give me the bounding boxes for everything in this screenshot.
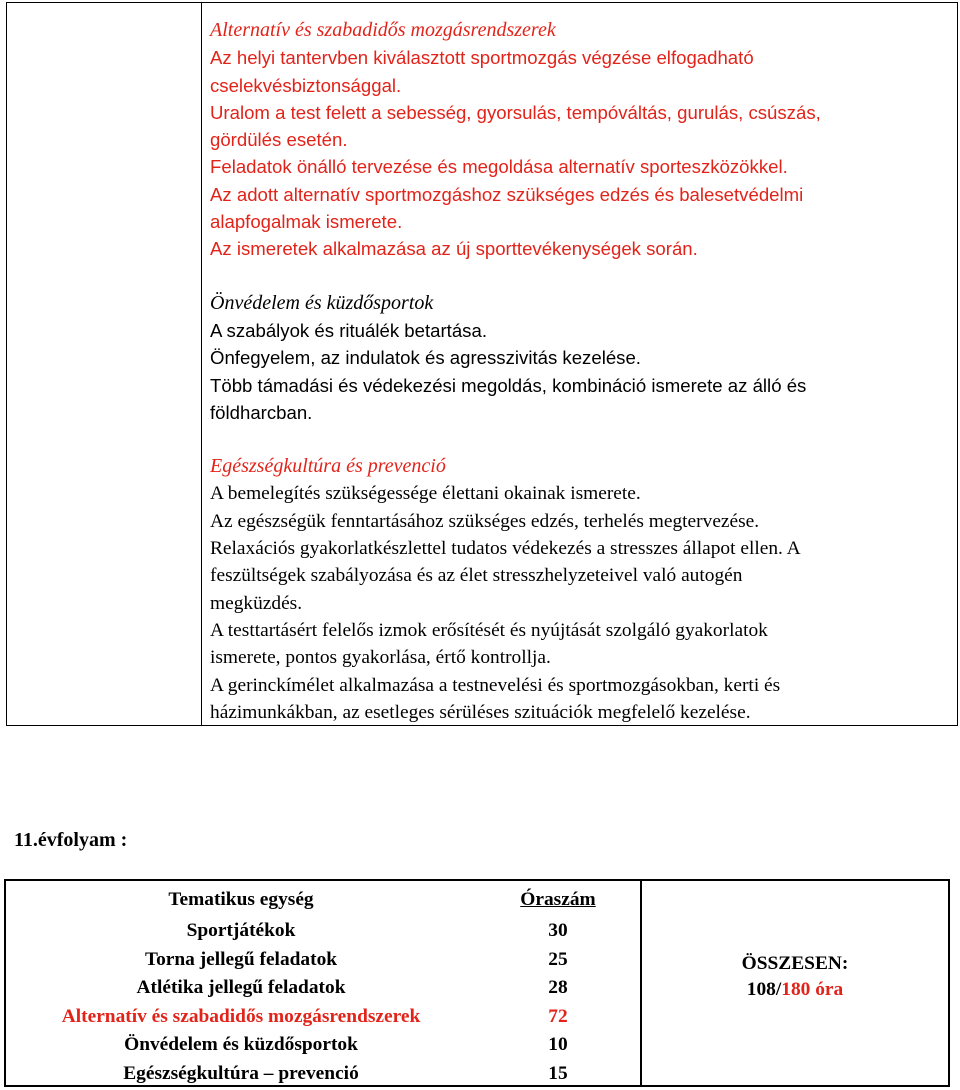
section-line: A gerinckímélet alkalmazása a testnevelési és sportmozgásokban, kerti és [210,674,781,696]
grade-title: 11.évfolyam : [14,829,128,851]
column-divider [201,3,202,725]
header-hours: Óraszám [520,889,596,910]
row-hours: 28 [548,977,568,998]
row-topic: Torna jellegű feladatok [144,948,338,970]
section-line: A bemelegítés szükségessége élettani okainak ismerete. [210,483,641,505]
row-hours: 10 [548,1034,568,1055]
section-line: cselekvésbiztonsággal. [210,74,402,96]
table-row [6,946,640,975]
row-topic: Alternatív és szabadidős mozgásrendszerek [61,1005,421,1027]
section-line: A testtartásért felelős izmok erősítését és nyújtását szolgáló gyakorlatok [210,619,768,641]
section-line: Az helyi tantervben kiválasztott sportmozgás végzése elfogadható [210,47,754,69]
section-self-defense [210,290,950,426]
table-row [6,1031,640,1060]
total-label: ÖSSZESEN: [741,953,849,974]
section-line: Az egészségük fenntartásához szükséges edzés, terhelés megtervezése. [210,510,760,532]
section-line: Több támadási és védekezési megoldás, kombináció ismerete az álló és [210,374,807,396]
total-value [642,977,948,1003]
section-line: Uralom a test felett a sebesség, gyorsulás, tempóváltás, gurulás, csúszás, [210,101,821,123]
curriculum-table [6,2,958,726]
section-line: Az adott alternatív sportmozgáshoz szükséges edzés és balesetvédelmi [210,183,804,205]
section-heading: Egészségkultúra és prevenció [210,455,446,478]
section-heading: Alternatív és szabadidős mozgásrendszerek [210,19,556,41]
row-topic: Atlétika jellegű feladatok [136,977,346,998]
table-row [6,1060,640,1089]
section-alternative [210,17,950,263]
row-topic: Sportjátékok [186,920,296,941]
section-line: feszültségek szabályozása és az élet stresszhelyzeteivel való autogén [210,565,743,587]
section-line: alapfogalmak ismerete. [210,211,403,233]
header-topic: Tematikus egység [168,889,314,910]
requirements-cell [210,17,950,726]
section-line: gördülés esetén. [210,129,348,151]
section-line: földharcban. [210,401,313,423]
section-health [210,453,950,726]
section-line: házimunkákban, az esetleges sérüléses szituációk megfelelő kezelése. [210,701,751,723]
section-heading: Önvédelem és küzdősportok [210,291,434,314]
hours-table [4,879,950,1087]
section-line: Relaxációs gyakorlatkészlettel tudatos védekezés a stresszes állapot ellen. A [210,538,801,560]
row-topic: Önvédelem és küzdősportok [124,1034,358,1055]
section-line: A szabályok és rituálék betartása. [210,319,487,341]
table-row [6,917,640,946]
total-black: 108/ [746,979,782,1000]
row-topic: Egészségkultúra – prevenció [123,1062,359,1084]
section-line: Feladatok önálló tervezése és megoldása alternatív sporteszközökkel. [210,156,788,178]
row-hours: 72 [548,1005,568,1027]
total-summary [642,951,948,1003]
row-hours: 25 [548,948,568,970]
table-header-row [6,886,640,915]
section-line: Önfegyelem, az indulatok és agresszivitás kezelése. [210,347,641,369]
section-line: Az ismeretek alkalmazása az új sporttevékenységek során. [210,238,698,260]
table-row [6,974,640,1003]
row-hours: 30 [548,920,568,941]
table-row-highlighted [6,1003,640,1032]
section-line: megküzdés. [210,592,303,614]
section-line: ismerete, pontos gyakorlása, értő kontrollja. [210,647,551,669]
total-red: 180 óra [781,979,844,1000]
row-hours: 15 [548,1062,568,1084]
